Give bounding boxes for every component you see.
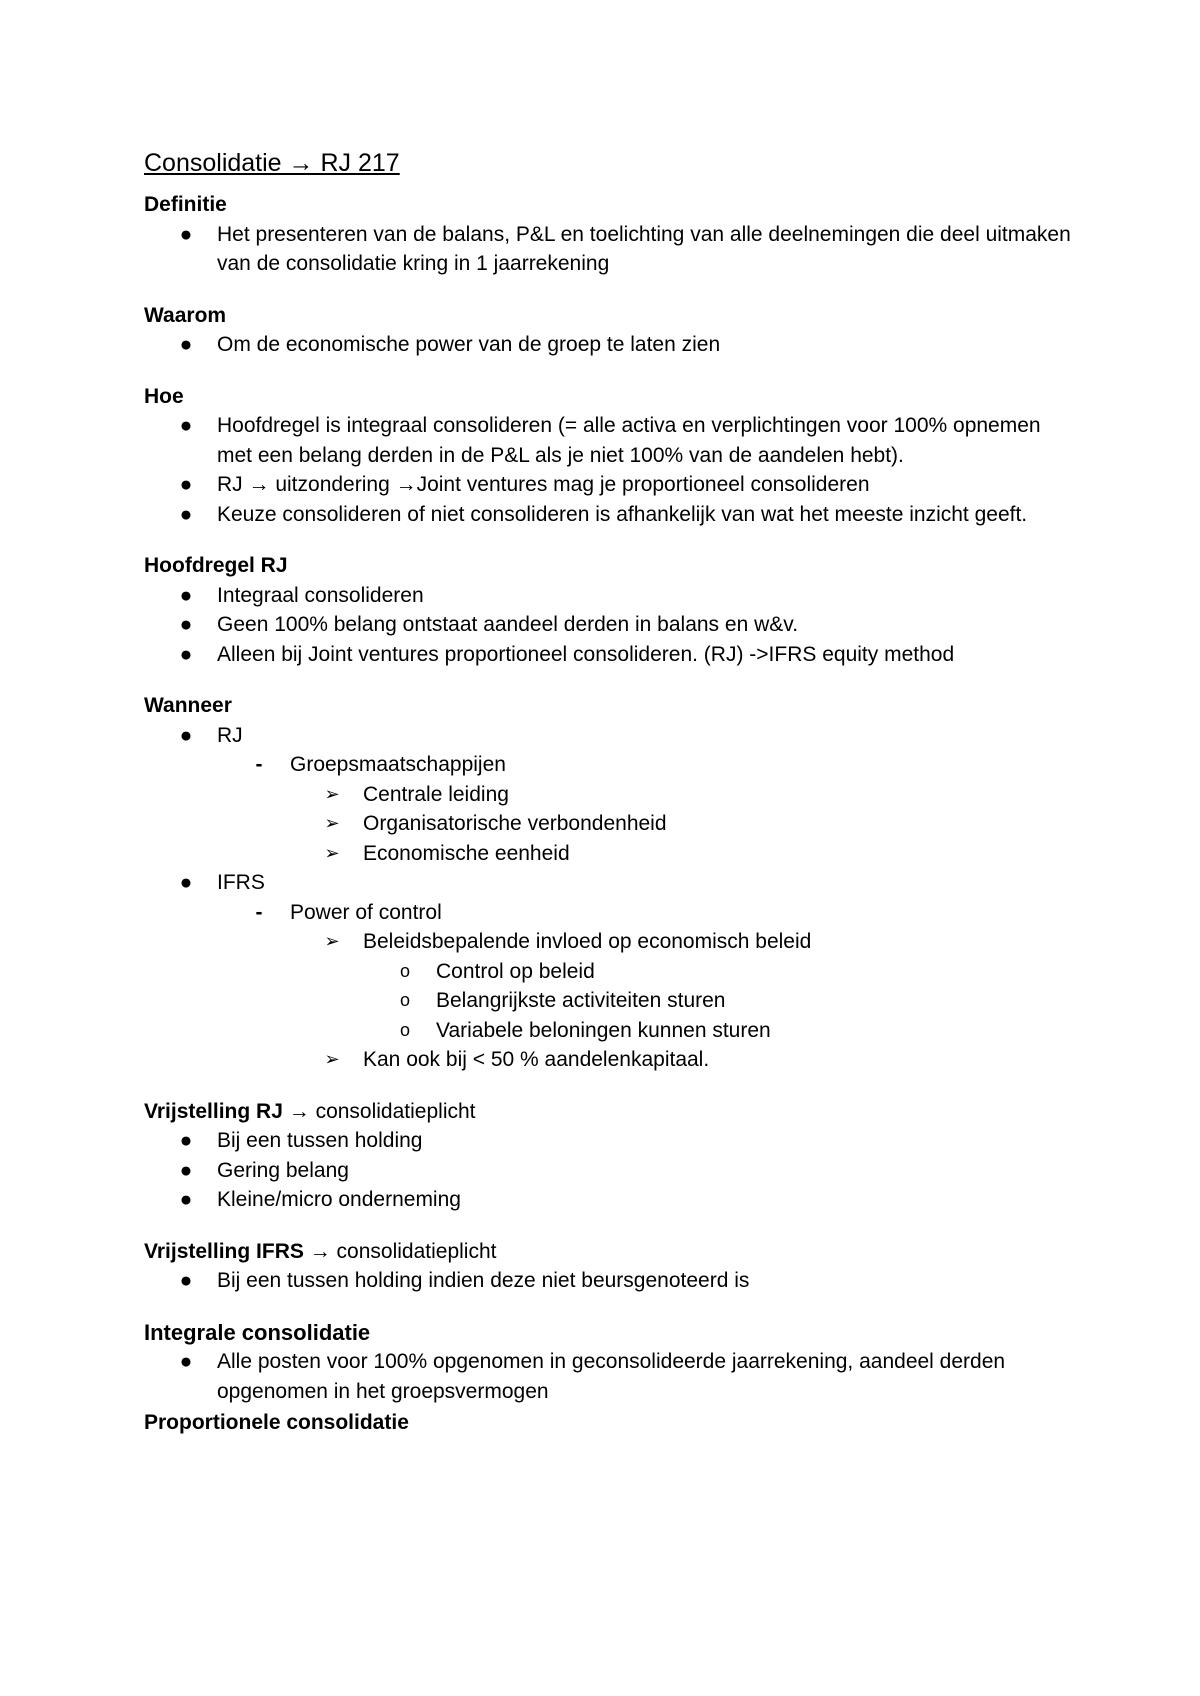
list-item: ● Integraal consolideren [144,581,1074,611]
dash-icon: - [255,900,263,924]
list-item: ● RJ → uitzondering →Joint ventures mag je proportioneel consolideren [144,470,1074,500]
circle-bullet-icon: o [399,1019,410,1040]
heading-waarom: Waarom [144,303,227,327]
list-item: ➢ Kan ook bij < 50 % aandelenkapitaal. [144,1045,1074,1075]
arrowhead-icon: ➢ [324,931,340,952]
list-item: ● Het presenteren van de balans, P&L en toelichting van alle deelnemingen die deel uitmaken van de consolidatie kring in 1 jaarrekening [144,220,1074,279]
list-item: ➢ Beleidsbepalende invloed op economisch beleid [144,927,1074,957]
heading-definitie: Definitie [144,193,227,216]
bullet-icon: ● [179,333,193,356]
list-item: ● Kleine/micro onderneming [144,1185,1074,1215]
list-item: ● Om de economische power van de groep te laten zien [144,330,1074,360]
list-item: ● Keuze consolideren of niet consolideren is afhankelijk van wat het meeste inzicht geeft. [144,500,1074,530]
heading-hoe: Hoe [144,384,184,408]
bullet-icon: ● [179,222,193,246]
heading-vrijstelling-rj: Vrijstelling RJ → consolidatieplicht [144,1099,476,1123]
heading-hoofdregel-rj: Hoofdregel RJ [144,554,288,577]
bullet-icon: ● [179,723,193,747]
list-waarom [144,330,1074,360]
list-item: ● Alle posten voor 100% opgenomen in geconsolideerde jaarrekening, aandeel derden opgenomen in het groepsvermogen [144,1347,1074,1406]
page-title: Consolidatie → RJ 217 [144,149,400,177]
list-integrale-consolidatie [144,1347,1074,1406]
bullet-icon: ● [179,1188,193,1211]
heading-proportionele-consolidatie: Proportionele consolidatie [144,1411,409,1434]
list-item: ● IFRS [144,868,1074,898]
heading-vrijstelling-ifrs: Vrijstelling IFRS → consolidatieplicht [144,1239,497,1263]
list-item: ● Hoofdregel is integraal consolideren (= alle activa en verplichtingen voor 100% opnemen met een belang derden in de P&L als je niet 100% van de aandelen hebt). [144,411,1074,470]
list-vrijstelling-ifrs [144,1266,1074,1296]
list-item: o Control op beleid [144,957,1074,987]
document-content [144,146,1074,1438]
list-vrijstelling-rj [144,1126,1074,1215]
list-item: ● Geen 100% belang ontstaat aandeel derden in balans en w&v. [144,610,1074,640]
bullet-icon: ● [179,502,193,526]
heading-wanneer: Wanneer [144,694,232,717]
arrowhead-icon: ➢ [324,813,340,834]
circle-bullet-icon: o [399,960,410,981]
list-item: ● Gering belang [144,1156,1074,1186]
dash-icon: - [255,753,263,776]
heading-integrale-consolidatie: Integrale consolidatie [144,1319,371,1345]
list-item: - Power of control [144,898,1074,928]
list-item: o Belangrijkste activiteiten sturen [144,986,1074,1016]
list-item: ● Alleen bij Joint ventures proportioneel consolideren. (RJ) ->IFRS equity method [144,640,1074,670]
list-item: o Variabele beloningen kunnen sturen [144,1016,1074,1046]
bullet-icon: ● [179,1158,193,1182]
bullet-icon: ● [179,1269,193,1292]
circle-bullet-icon: o [399,990,410,1010]
list-definitie [144,220,1074,279]
list-item: ● Bij een tussen holding [144,1126,1074,1156]
arrowhead-icon: ➢ [324,842,340,864]
arrowhead-icon: ➢ [324,1049,340,1070]
list-item: ➢ Organisatorische verbondenheid [144,809,1074,839]
list-hoe [144,411,1074,529]
bullet-icon: ● [179,871,193,894]
bullet-icon: ● [179,1129,193,1152]
list-item: - Groepsmaatschappijen [144,750,1074,780]
list-item: ● Bij een tussen holding indien deze niet beursgenoteerd is [144,1266,1074,1296]
bullet-icon: ● [179,473,193,496]
bullet-icon: ● [179,583,193,607]
list-item: ➢ Economische eenheid [144,839,1074,869]
list-item: ● RJ [144,721,1074,751]
bullet-icon: ● [179,642,193,666]
list-hoofdregel-rj [144,581,1074,670]
list-wanneer [144,721,1074,1075]
bullet-icon: ● [179,414,193,437]
list-item: ➢ Centrale leiding [144,780,1074,810]
bullet-icon: ● [179,1350,193,1373]
bullet-icon: ● [179,613,193,636]
arrowhead-icon: ➢ [324,783,340,805]
